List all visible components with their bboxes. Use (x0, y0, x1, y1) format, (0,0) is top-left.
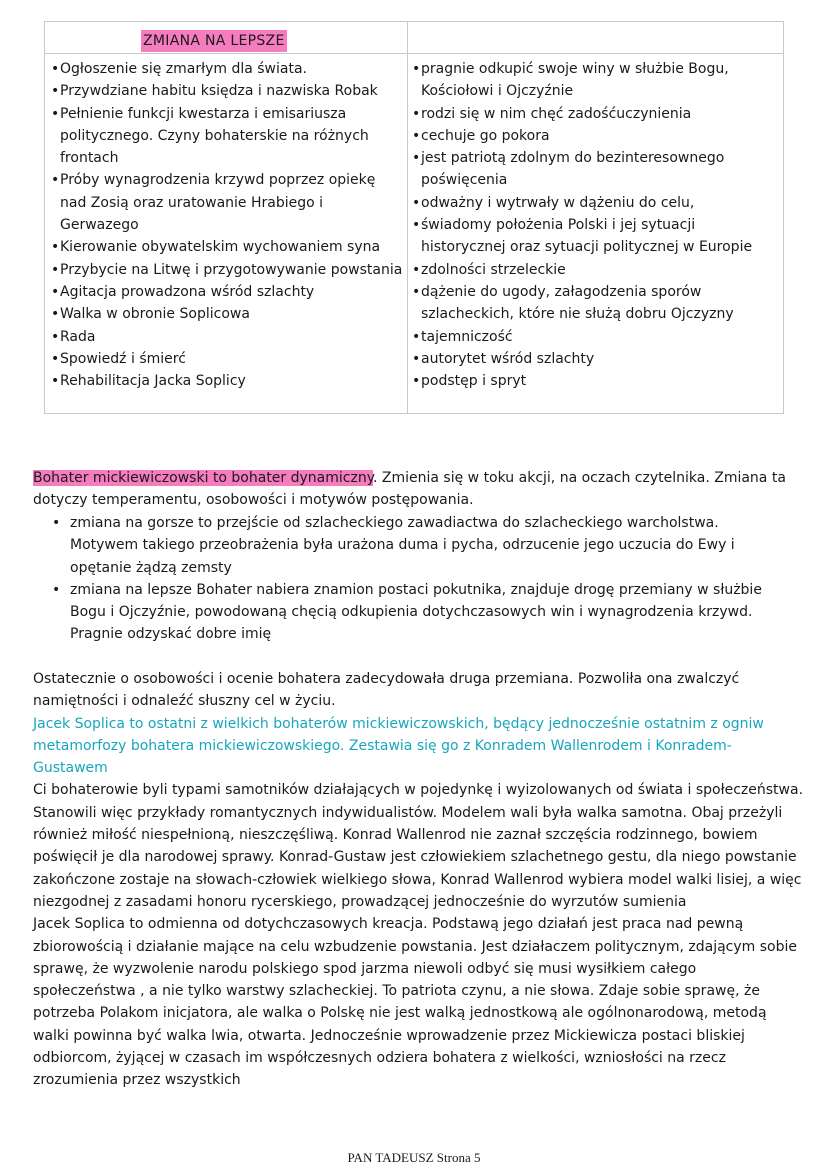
list-item (51, 326, 403, 348)
list-item-text: • Walka w obronie Soplicowa (60, 306, 250, 323)
list-item (412, 370, 780, 392)
list-item-text: • rodzi się w nim chęć zadośćuczynienia (421, 105, 692, 122)
list-item (51, 348, 403, 370)
body-text (33, 668, 803, 1092)
list-item (412, 58, 780, 103)
list-item (51, 58, 403, 80)
intro-rest: . Zmienia się w toku akcji, na oczach czytelnika. Zmiana ta dotyczy temperamentu, osobowości i motywów postępowania. (33, 470, 786, 509)
list-item-text: • Rada (60, 328, 96, 345)
list-item-text: • Przybycie na Litwę i przygotowywanie powstania (60, 261, 403, 278)
list-item-text: • pragnie odkupić swoje winy w służbie Bogu, Kościołowi i Ojczyźnie (421, 61, 729, 100)
list-item-text: • tajemniczość (421, 328, 513, 345)
list-item-text: • jest patriotą zdolnym do bezinteresownego poświęcenia (421, 150, 725, 189)
deeds-column (51, 58, 403, 392)
list-item-text: • Ogłoszenie się zmarłym dla świata. (60, 61, 307, 77)
list-item-text: • podstęp i spryt (421, 373, 527, 390)
list-item (51, 303, 403, 325)
list-item (412, 348, 780, 370)
comparison-table (44, 21, 784, 414)
list-item-text: • Próby wynagrodzenia krzywd poprzez opiekę nad Zosią oraz uratowanie Hrabiego i Gerwazego (60, 172, 376, 234)
list-item-text: • Pełnienie funkcji kwestarza i emisariusza politycznego. Czyny bohaterskie na różnych frontach (60, 105, 369, 167)
list-item-text: • Przywdziane habitu księdza i nazwiska Robak (60, 83, 378, 100)
table-header-title: ZMIANA NA LEPSZE (141, 30, 287, 52)
body-paragraph-comparison: Ci bohaterowie byli typami samotników działających w pojedynkę i wyizolowanych od świata i społeczeństwa. Stanowili więc przykłady romantycznych indywidualistów. Modelem wali była walka samotna. Obaj przeżyli również miłość niespełnioną, nieszczęśliwą. Konrad Wallenrod nie zaznał szczęścia rodzinnego, bowiem poświęcił je dla narodowej sprawy. Konrad-Gustaw jest człowiekiem szlachetnego gestu, dla niego powstanie zakończone zostaje na słowach-człowiek wielkiego słowa, Konrad Wallenrod wybiera model walki lisiej, a więc niezgodnej z zasadami honoru rycerskiego, prowadzącej jednocześnie do wyrzutów sumienia (33, 782, 804, 910)
list-item (50, 512, 785, 579)
body-paragraph-teal: Jacek Soplica to ostatni z wielkich bohaterów mickiewiczowskich, będący jednocześnie ostatnim z ogniw metamorfozy bohatera mickiewiczowskiego. Zestawia się go z Konradem Wallenrodem i Konradem-Gustawem (33, 715, 764, 777)
list-item-text: • cechuje go pokora (421, 127, 550, 144)
page-footer: PAN TADEUSZ Strona 5 (347, 1150, 481, 1165)
list-item-text: • zdolności strzeleckie (421, 261, 566, 278)
list-item (51, 80, 403, 102)
list-item (412, 259, 780, 281)
list-item (412, 103, 780, 125)
list-item (51, 370, 403, 392)
list-item (412, 326, 780, 348)
list-item (412, 147, 780, 192)
table-header-row (45, 22, 783, 54)
list-item (412, 214, 780, 259)
intro-paragraph (33, 467, 803, 512)
list-item (51, 103, 403, 170)
list-item (50, 579, 785, 646)
body-paragraph-jacek: Jacek Soplica to odmienna od dotychczasowych kreacja. Podstawą jego działań jest praca nad pewną zbiorowością i działanie mające na celu wzbudzenie powstania. Jest działaczem politycznym, zdającym sobie sprawę, że wyzwolenie narodu polskiego spod jarzma niewoli odbyć się musi wysiłkiem całego społeczeństwa , a nie tylko warstwy szlacheckiej. To patriota czynu, a nie słowa. Zdaje sobie sprawę, że potrzeba Polakom inicjatora, ale walka o Polskę nie jest walką jednostkową ale ogólnonarodową, metodą walki powinna być walka lwia, otwarta. Jednocześnie wprowadzenie przez Mickiewicza postaci bliskiej odbiorcom, żyjącej w czasach im współczesnych odziera bohatera z wielkości, wzniosłości na rzecz zrozumienia przez wszystkich (33, 916, 798, 1089)
list-item-text: • Agitacja prowadzona wśród szlachty (60, 283, 315, 300)
list-item-text: • Spowiedź i śmierć (60, 350, 186, 367)
list-item (412, 192, 780, 214)
list-item (51, 236, 403, 258)
highlighted-thesis: Bohater mickiewiczowski to bohater dynamiczny (33, 470, 373, 486)
change-bullets (50, 512, 785, 646)
list-item-text: • Kierowanie obywatelskim wychowaniem syna (60, 239, 381, 256)
list-item-text: • zmiana na gorsze to przejście od szlacheckiego zawadiactwa do szlacheckiego warcholstwa. Motywem takiego przeobrażenia była urażona duma i pycha, odrzucenie jego uczucia do Ewy i opętanie żądzą zemsty (70, 515, 735, 576)
list-item-text: • świadomy położenia Polski i jej sytuacji historycznej oraz sytuacji politycznej w Europie (421, 217, 753, 256)
list-item-text: • zmiana na lepsze Bohater nabiera znamion postaci pokutnika, znajduje drogę przemiany w służbie Bogu i Ojczyźnie, powodowaną chęcią odkupienia dotychczasowych win i wynagrodzenia krzywd. Pragnie odzyskać dobre imię (70, 581, 762, 643)
list-item-text: • dążenie do ugody, załagodzenia sporów szlacheckich, które nie służą dobru Ojczyzny (421, 283, 734, 323)
list-item-text: • odważny i wytrwały w dążeniu do celu, (421, 194, 695, 211)
list-item (412, 281, 780, 326)
list-item-text: • Rehabilitacja Jacka Soplicy (60, 373, 246, 390)
list-item (51, 259, 403, 281)
list-item (51, 281, 403, 303)
list-item-text: • autorytet wśród szlachty (421, 350, 595, 367)
list-item (51, 169, 403, 236)
column-divider (407, 22, 408, 413)
body-paragraph-conclusion: Ostatecznie o osobowości i ocenie bohatera zadecydowała druga przemiana. Pozwoliła ona zwalczyć namiętności i odnaleźć słuszny cel w życiu. (33, 671, 740, 710)
list-item (412, 125, 780, 147)
traits-column (412, 58, 780, 392)
